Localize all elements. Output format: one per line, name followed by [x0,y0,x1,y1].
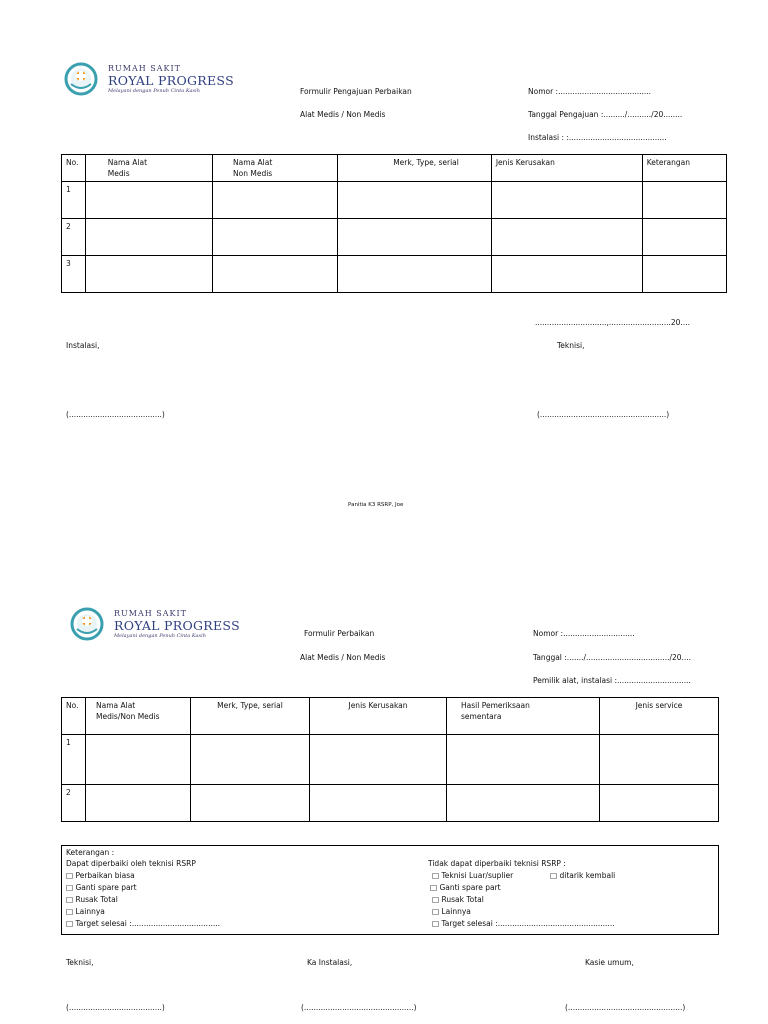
table-cell[interactable] [642,256,726,293]
hospital-logo-icon [70,607,104,641]
form1-title: Formulir Pengajuan Perbaikan [300,87,412,96]
table-cell[interactable] [86,735,191,785]
table-cell[interactable] [191,735,310,785]
checkbox-target-selesai[interactable]: □ Target selesai :..................................... [66,919,220,928]
logo-line1: RUMAH SAKIT [108,64,181,73]
table-cell[interactable] [338,219,492,256]
logo-line2: ROYAL PROGRESS [114,618,240,633]
header-cell [642,155,726,182]
table-cell[interactable] [642,182,726,219]
header-text: Nama Alat Medis/Non Medis [96,701,160,721]
row-number: 2 [62,219,86,256]
form2-nomor: Nomor :.............................. [533,629,635,638]
form1-tanggal: Tanggal Pengajuan :........./........../20........ [528,110,683,119]
checkbox-ganti-spare-part[interactable]: □ Ganti spare part [66,883,137,892]
table-cell[interactable] [191,785,310,822]
header-text: Keterangan [646,158,690,167]
form2-sign-label-kasie-umum: Kasie umum, [585,958,634,967]
header-cell: No. [62,155,86,182]
table-cell[interactable] [338,256,492,293]
hospital-logo-icon [64,62,98,96]
header-text: Jenis service [635,701,683,710]
form2-pemilik: Pemilik alat, instalasi :............................... [533,676,691,685]
row-number: 2 [62,785,86,822]
table-cell[interactable] [447,735,600,785]
form1-table [61,154,727,293]
row-number: 1 [62,735,86,785]
checkbox-ganti-spare-part-luar[interactable]: □ Ganti spare part [430,883,501,892]
table-row [62,219,727,256]
header-cell [86,698,191,735]
form1-sign-right-label: Teknisi, [557,341,585,350]
form1-nomor: Nomor :....................................... [528,87,652,96]
form1-date-line: ..............................,..........................20.... [535,318,690,327]
table-row [62,256,727,293]
checkbox-rusak-total[interactable]: □ Rusak Total [66,895,118,904]
table-cell[interactable] [600,785,719,822]
form2-sign-label-teknisi: Teknisi, [66,958,94,967]
table-row [62,182,727,219]
notes-right-title: Tidak dapat diperbaiki teknisi RSRP : [428,859,566,868]
header-text: Merk, Type, serial [393,158,459,167]
table-row [62,735,719,785]
table-cell[interactable] [447,785,600,822]
form2-sign-line-kasie-umum: (................................................) [565,1003,686,1012]
table-header-row [62,155,727,182]
logo-line1: RUMAH SAKIT [114,609,187,618]
checkbox-perbaikan-biasa[interactable]: □ Perbaikan biasa [66,871,135,880]
table-row [62,785,719,822]
form1-sign-left-label: Instalasi, [66,341,100,350]
form2-table [61,697,719,822]
form1-instalasi: Instalasi : :......................................... [528,133,667,142]
table-cell[interactable] [491,219,642,256]
row-number: 1 [62,182,86,219]
form1-subtitle: Alat Medis / Non Medis [300,110,386,119]
header-text: Nama Alat Medis [107,158,148,178]
checkbox-lainnya-luar[interactable]: □ Lainnya [432,907,471,916]
header-cell [310,698,447,735]
form1-footer: Panitia K3 RSRP, Joe [348,502,404,508]
header-cell: No. [62,698,86,735]
hospital-logo-2 [70,605,250,645]
form1-sign-left-line: (.......................................) [66,410,165,419]
header-cell [191,698,310,735]
table-cell[interactable] [310,785,447,822]
table-header-row [62,698,719,735]
checkbox-rusak-total-luar[interactable]: □ Rusak Total [432,895,484,904]
checkbox-target-selesai-luar[interactable]: □ Target selesai :................................................. [432,919,615,928]
header-text: Merk, Type, serial [217,701,283,710]
notes-left-title: Dapat diperbaiki oleh teknisi RSRP [66,859,196,868]
form2-sign-line-teknisi: (.......................................) [66,1003,165,1012]
form2-sign-line-ka-instalasi: (..............................................) [301,1003,417,1012]
form2-sign-label-ka-instalasi: Ka Instalasi, [307,958,353,967]
table-cell[interactable] [310,735,447,785]
table-cell[interactable] [338,182,492,219]
form2-notes-box [61,845,719,935]
notes-title: Keterangan : [66,848,115,857]
header-text: Jenis Kerusakan [495,158,555,167]
logo-tagline: Melayani dengan Penuh Cinta Kasih [114,633,206,639]
table-cell[interactable] [85,256,212,293]
table-cell[interactable] [491,182,642,219]
form2-tanggal: Tanggal :......./.................................../20.... [533,653,692,662]
header-cell [447,698,600,735]
header-text: Jenis Kerusakan [348,701,408,710]
logo-tagline: Melayani dengan Penuh Cinta Kasih [108,88,200,94]
header-cell [338,155,492,182]
checkbox-lainnya[interactable]: □ Lainnya [66,907,105,916]
logo-line2: ROYAL PROGRESS [108,73,234,88]
form1-sign-right-line: (.....................................................) [537,410,670,419]
checkbox-teknisi-luar[interactable]: □ Teknisi Luar/suplier [432,871,514,880]
table-cell[interactable] [600,735,719,785]
table-cell[interactable] [85,182,212,219]
header-cell [213,155,338,182]
header-cell [85,155,212,182]
table-cell[interactable] [491,256,642,293]
header-cell [491,155,642,182]
hospital-logo-1 [64,60,244,100]
header-text: Nama Alat Non Medis [233,158,273,178]
table-cell[interactable] [213,182,338,219]
header-text: Hasil Pemeriksaan sementara [461,701,530,721]
table-cell[interactable] [85,219,212,256]
table-cell[interactable] [213,256,338,293]
table-cell[interactable] [86,785,191,822]
row-number: 3 [62,256,86,293]
form2-title: Formulir Perbaikan [304,629,375,638]
header-cell [600,698,719,735]
table-cell[interactable] [642,219,726,256]
form2-subtitle: Alat Medis / Non Medis [300,653,386,662]
table-cell[interactable] [213,219,338,256]
checkbox-ditarik-kembali[interactable]: □ ditarik kembali [550,871,616,880]
